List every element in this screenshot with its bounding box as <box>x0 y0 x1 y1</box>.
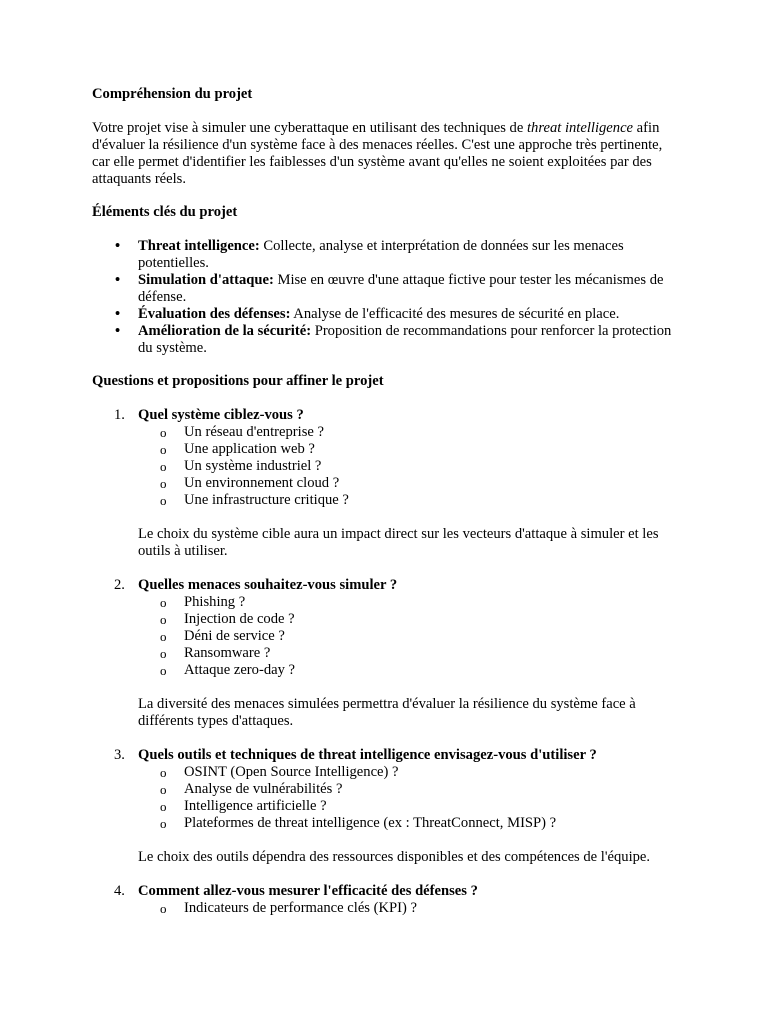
option-text: Plateformes de threat intelligence (ex : ThreatConnect, MISP) ? <box>184 815 557 831</box>
question-item <box>92 407 682 577</box>
sub-bullet-icon: o <box>160 612 167 627</box>
option-list <box>138 764 682 832</box>
option-text: Analyse de vulnérabilités ? <box>184 781 343 797</box>
question-note: Le choix du système cible aura un impact direct sur les vecteurs d'attaque à simuler et les outils à utiliser. <box>138 526 659 559</box>
option-item <box>138 594 682 611</box>
key-element-text: Analyse de l'efficacité des mesures de sécurité en place. <box>290 306 620 322</box>
question-title: Comment allez-vous mesurer l'efficacité des défenses ? <box>138 883 478 899</box>
sub-bullet-icon: o <box>160 901 167 916</box>
option-item <box>138 492 682 509</box>
key-element-term: Simulation d'attaque: <box>138 272 274 288</box>
option-text: OSINT (Open Source Intelligence) ? <box>184 764 399 780</box>
option-text: Déni de service ? <box>184 628 285 644</box>
question-note: La diversité des menaces simulées permettra d'évaluer la résilience du système face à différents types d'attaques. <box>138 696 636 729</box>
key-element-item <box>92 238 682 272</box>
bullet-icon: • <box>115 323 121 339</box>
option-text: Attaque zero-day ? <box>184 662 296 678</box>
sub-bullet-icon: o <box>160 629 167 644</box>
key-element-term: Amélioration de la sécurité: <box>138 323 312 339</box>
question-title: Quels outils et techniques de threat intelligence envisagez-vous d'utiliser ? <box>138 747 597 763</box>
option-item <box>138 781 682 798</box>
bullet-icon: • <box>115 306 121 322</box>
key-element-text: Mise en œuvre d'une attaque fictive pour tester les mécanismes de défense. <box>138 272 664 305</box>
question-item <box>92 883 682 917</box>
sub-bullet-icon: o <box>160 799 167 814</box>
section-heading-comprehension: Compréhension du projet <box>92 86 253 102</box>
intro-text-italic: threat intelligence <box>526 120 634 136</box>
option-list <box>138 594 682 679</box>
bullet-icon: • <box>115 272 121 288</box>
question-note: Le choix des outils dépendra des ressources disponibles et des compétences de l'équipe. <box>138 849 651 865</box>
key-element-item <box>92 323 682 357</box>
option-item <box>138 441 682 458</box>
option-text: Intelligence artificielle ? <box>184 798 327 814</box>
sub-bullet-icon: o <box>160 765 167 780</box>
option-item <box>138 475 682 492</box>
option-text: Une infrastructure critique ? <box>184 492 349 508</box>
intro-text-end: afin d'évaluer la résilience d'un système face à des menaces réelles. C'est une approche très pertinente, car elle permet d'identifier les faiblesses d'un système avant qu'elles ne soient exploitées par des attaquants réels. <box>92 120 663 187</box>
question-number: 1. <box>114 407 125 423</box>
option-item <box>138 628 682 645</box>
sub-bullet-icon: o <box>160 595 167 610</box>
option-item <box>138 458 682 475</box>
intro-text-start: Votre projet vise à simuler une cyberattaque en utilisant des techniques de <box>92 120 527 136</box>
question-item <box>92 747 682 883</box>
option-text: Ransomware ? <box>184 645 271 661</box>
question-title: Quelles menaces souhaitez-vous simuler ? <box>138 577 398 593</box>
option-item <box>138 662 682 679</box>
option-text: Indicateurs de performance clés (KPI) ? <box>184 900 417 916</box>
option-list <box>138 424 682 509</box>
key-element-item <box>92 306 682 323</box>
option-item <box>138 424 682 441</box>
sub-bullet-icon: o <box>160 493 167 508</box>
key-element-item <box>92 272 682 306</box>
section-heading-questions: Questions et propositions pour affiner le projet <box>92 373 384 389</box>
sub-bullet-icon: o <box>160 646 167 661</box>
option-text: Une application web ? <box>184 441 315 457</box>
questions-list <box>92 407 682 917</box>
key-element-text: Collecte, analyse et interprétation de données sur les menaces potentielles. <box>138 238 624 271</box>
sub-bullet-icon: o <box>160 442 167 457</box>
option-item <box>138 900 682 917</box>
sub-bullet-icon: o <box>160 459 167 474</box>
question-item <box>92 577 682 747</box>
key-element-term: Évaluation des défenses: <box>138 306 291 322</box>
question-number: 4. <box>114 883 125 899</box>
sub-bullet-icon: o <box>160 782 167 797</box>
sub-bullet-icon: o <box>160 425 167 440</box>
question-number: 3. <box>114 747 125 763</box>
option-item <box>138 764 682 781</box>
question-title: Quel système ciblez-vous ? <box>138 407 304 423</box>
sub-bullet-icon: o <box>160 476 167 491</box>
intro-paragraph <box>92 120 682 188</box>
option-list <box>138 900 682 917</box>
document-page <box>92 86 682 917</box>
option-item <box>138 611 682 628</box>
key-elements-list <box>92 238 682 357</box>
bullet-icon: • <box>115 238 121 254</box>
sub-bullet-icon: o <box>160 663 167 678</box>
sub-bullet-icon: o <box>160 816 167 831</box>
option-text: Un environnement cloud ? <box>184 475 340 491</box>
key-element-text: Proposition de recommandations pour renforcer la protection du système. <box>138 323 672 356</box>
option-item <box>138 798 682 815</box>
section-heading-elements: Éléments clés du projet <box>92 204 238 220</box>
option-text: Injection de code ? <box>184 611 295 627</box>
option-text: Un réseau d'entreprise ? <box>184 424 324 440</box>
key-element-term: Threat intelligence: <box>138 238 260 254</box>
option-text: Phishing ? <box>184 594 246 610</box>
option-item <box>138 645 682 662</box>
question-number: 2. <box>114 577 125 593</box>
option-text: Un système industriel ? <box>184 458 322 474</box>
option-item <box>138 815 682 832</box>
